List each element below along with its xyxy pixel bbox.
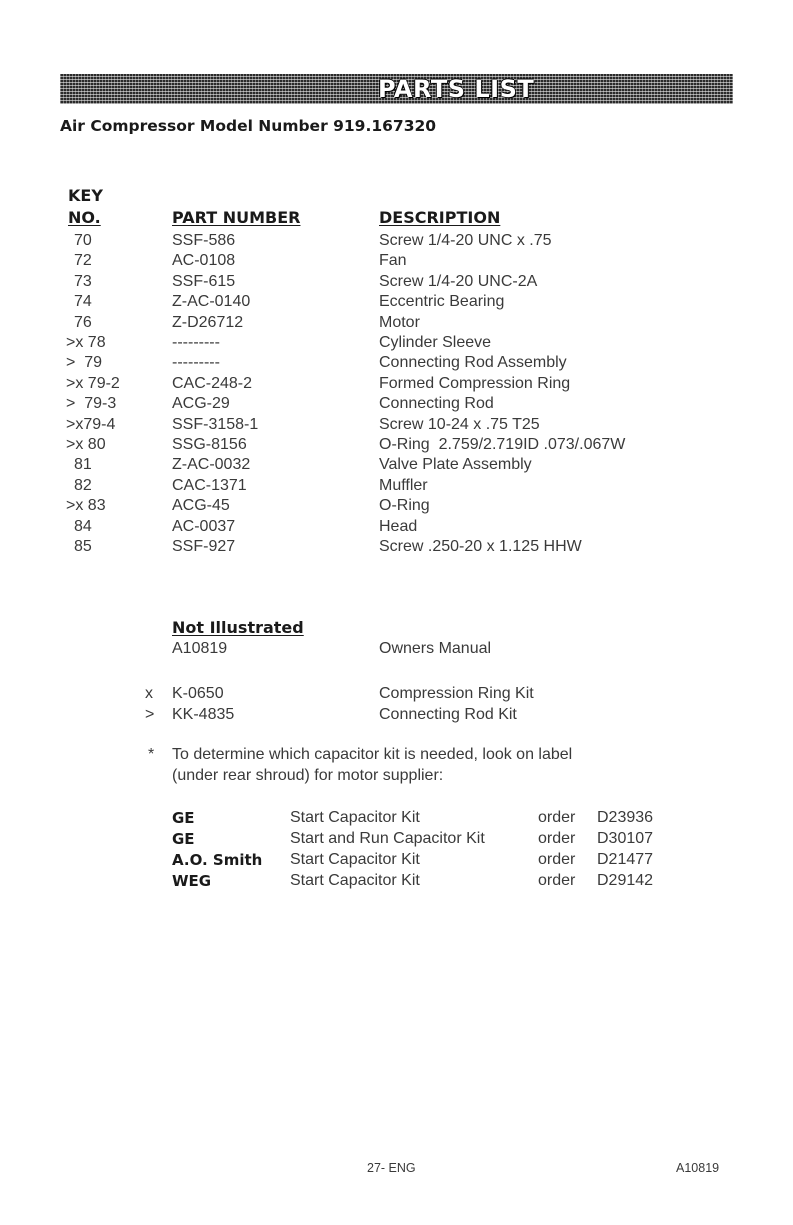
key-number: >x 79-2	[66, 374, 120, 392]
part-number: Z-AC-0032	[172, 456, 251, 474]
part-description: Connecting Rod	[379, 395, 494, 413]
table-row	[0, 537, 793, 557]
part-number: ACG-29	[172, 395, 230, 413]
part-number: CAC-1371	[172, 476, 247, 494]
key-number: 70	[74, 232, 92, 249]
key-number: 82	[74, 476, 92, 494]
order-label: order	[538, 851, 576, 868]
part-number-header: PART NUMBER	[172, 208, 301, 227]
kit-description: Compression Ring Kit	[379, 685, 534, 702]
kit-part-number: K-0650	[172, 685, 224, 702]
key-number: 73	[74, 272, 92, 290]
supplier-row	[0, 829, 793, 849]
banner-title: PARTS LIST	[378, 75, 535, 103]
key-number: >x79-4	[66, 415, 116, 433]
order-number: D23936	[597, 809, 654, 826]
table-row	[0, 415, 793, 435]
document-code: A10819	[676, 1161, 720, 1175]
parts-list-banner	[60, 74, 733, 104]
part-number: CAC-248-2	[172, 374, 253, 392]
table-row	[0, 435, 793, 455]
key-number: 85	[74, 538, 92, 555]
table-row	[0, 496, 793, 516]
capacitor-kit: Start Capacitor Kit	[290, 872, 420, 889]
part-description: Muffler	[379, 476, 428, 494]
description-header: DESCRIPTION	[379, 208, 501, 227]
part-number: AC-0037	[172, 517, 236, 535]
supplier-row	[0, 850, 793, 870]
note-asterisk: *	[148, 746, 155, 763]
part-number: SSF-927	[172, 538, 236, 555]
key-header-line2: NO.	[68, 208, 101, 227]
supplier-row	[0, 808, 793, 828]
table-row	[0, 353, 793, 373]
part-description: Screw .250-20 x 1.125 HHW	[379, 538, 582, 555]
supplier-name: GE	[172, 809, 195, 827]
manual-part-number: A10819	[172, 640, 228, 657]
table-row	[0, 374, 793, 394]
table-row	[0, 333, 793, 353]
manual-description: Owners Manual	[379, 640, 492, 657]
kit-symbol: x	[145, 685, 153, 702]
key-number: > 79	[66, 354, 103, 372]
table-row	[0, 231, 793, 251]
part-description: Valve Plate Assembly	[379, 456, 532, 474]
table-row	[0, 272, 793, 292]
part-number: ACG-45	[172, 497, 230, 515]
order-label: order	[538, 809, 576, 826]
key-number: >x 83	[66, 497, 106, 515]
part-number: Z-D26712	[172, 313, 244, 331]
part-description: Formed Compression Ring	[379, 374, 571, 392]
part-number: Z-AC-0140	[172, 293, 251, 311]
note-line-2: (under rear shroud) for motor supplier:	[172, 767, 444, 784]
kit-symbol: >	[145, 706, 155, 723]
part-description: Fan	[379, 252, 407, 270]
key-number: >x 78	[66, 334, 106, 351]
part-description: O-Ring 2.759/2.719ID .073/.067W	[379, 436, 626, 453]
order-number: D21477	[597, 851, 654, 868]
kit-part-number: KK-4835	[172, 706, 235, 723]
key-number: 74	[74, 293, 92, 311]
key-number: > 79-3	[66, 395, 117, 413]
part-number: SSF-586	[172, 232, 236, 249]
note-line-1: To determine which capacitor kit is needed, look on label	[172, 746, 573, 763]
part-description: O-Ring	[379, 497, 430, 515]
part-number: ---------	[172, 354, 220, 372]
table-row	[0, 476, 793, 496]
part-number: SSF-3158-1	[172, 415, 259, 433]
supplier-row	[0, 871, 793, 891]
key-number: 72	[74, 252, 92, 270]
model-number-heading: Air Compressor Model Number 919.167320	[60, 117, 437, 135]
order-label: order	[538, 872, 576, 889]
capacitor-kit: Start Capacitor Kit	[290, 809, 420, 826]
order-number: D29142	[597, 872, 654, 889]
order-label: order	[538, 830, 576, 847]
part-number: SSF-615	[172, 272, 236, 290]
part-description: Screw 1/4-20 UNC-2A	[379, 272, 538, 290]
supplier-name: A.O. Smith	[172, 851, 263, 869]
table-row	[0, 292, 793, 312]
part-description: Eccentric Bearing	[379, 293, 505, 311]
capacitor-kit: Start Capacitor Kit	[290, 851, 420, 868]
part-description: Screw 1/4-20 UNC x .75	[379, 232, 552, 249]
table-row	[0, 394, 793, 414]
part-number: SSG-8156	[172, 436, 247, 453]
kit-description: Connecting Rod Kit	[379, 706, 517, 723]
key-number: 76	[74, 313, 92, 331]
key-header-line1: KEY	[68, 186, 103, 205]
order-number: D30107	[597, 830, 654, 847]
part-number: ---------	[172, 334, 220, 351]
key-number: 81	[74, 456, 92, 474]
key-number: >x 80	[66, 436, 106, 453]
table-row	[0, 517, 793, 537]
part-number: AC-0108	[172, 252, 236, 270]
part-description: Head	[379, 517, 418, 535]
supplier-name: WEG	[172, 872, 212, 890]
part-description: Cylinder Sleeve	[379, 334, 492, 351]
part-description: Connecting Rod Assembly	[379, 354, 567, 372]
part-description: Motor	[379, 313, 420, 331]
table-row	[0, 313, 793, 333]
table-row	[0, 251, 793, 271]
capacitor-kit: Start and Run Capacitor Kit	[290, 830, 485, 847]
table-row	[0, 455, 793, 475]
part-description: Screw 10-24 x .75 T25	[379, 415, 540, 433]
not-illustrated-heading: Not Illustrated	[172, 618, 304, 637]
page-number: 27- ENG	[367, 1161, 416, 1175]
supplier-name: GE	[172, 830, 195, 848]
key-number: 84	[74, 517, 92, 535]
